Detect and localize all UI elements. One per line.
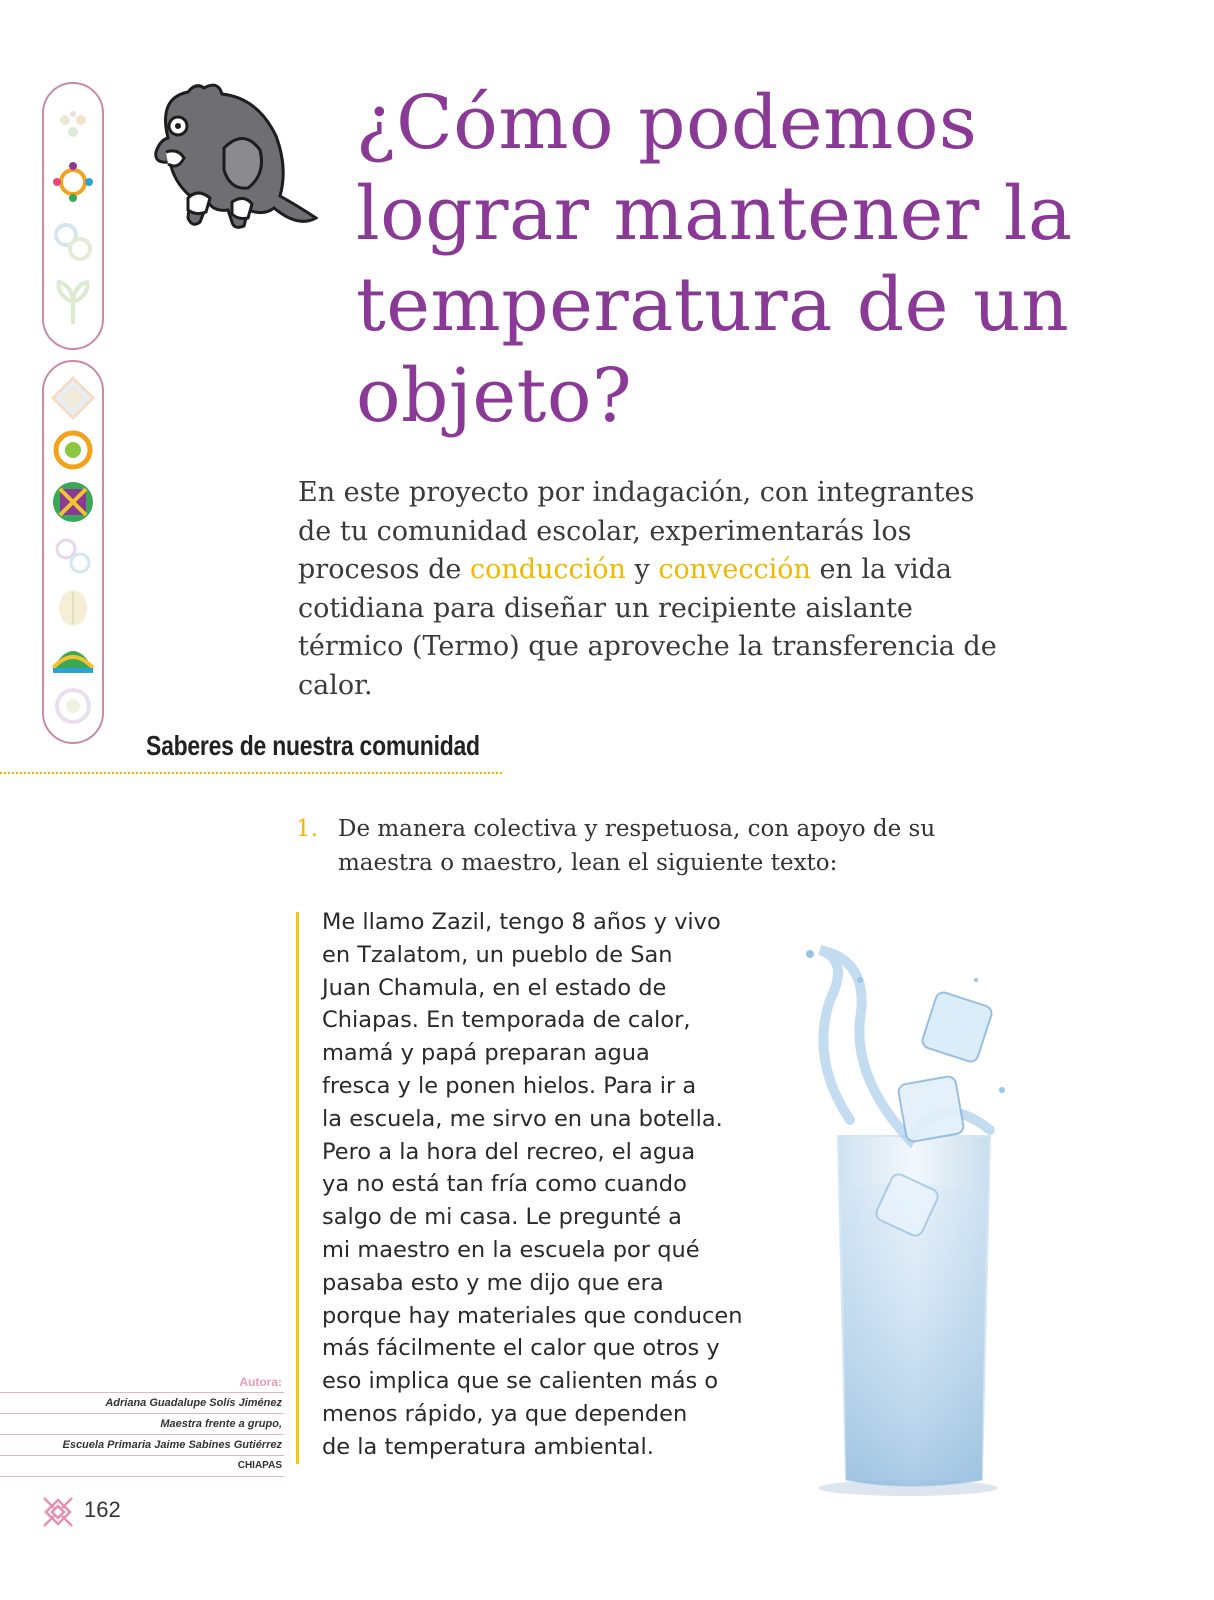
highlight-term-conveccion: convección	[658, 554, 811, 585]
circle-swirl-icon	[51, 684, 95, 728]
intro-paragraph	[298, 474, 998, 705]
author-state: CHIAPAS	[0, 1456, 284, 1477]
sprout-icon	[51, 278, 95, 326]
leaf-icon	[51, 586, 95, 630]
section-heading: Saberes de nuestra comunidad	[146, 730, 480, 761]
reading-passage: Me llamo Zazil, tengo 8 años y vivo en Tzalatom, un pueblo de San Juan Chamula, en el estado de Chiapas. En temporada de calor, mamá y papá preparan agua fresca y le ponen hielos. Para ir a la escuela, me sirvo en una botella. Pero a la hora del recreo, el agua ya no está tan fría como cuando salgo de mi casa. Le pregunté a mi maestro en la escuela por qué pasaba esto y me dijo que era porque hay materiales que conducen más fácilmente el calor que otros y eso implica que se calienten más o menos rápido, ya que dependen de la temperatura ambiental.	[322, 909, 743, 1460]
water-glass-illustration	[790, 940, 1020, 1500]
people-circle-icon	[51, 160, 95, 204]
activity-instruction	[296, 812, 946, 880]
page-number: 162	[84, 1497, 121, 1522]
highlight-term-conduccion: conducción	[469, 554, 626, 585]
page-ornament-icon	[40, 1494, 76, 1530]
linked-rings-icon	[51, 534, 95, 578]
reading-accent-bar	[296, 912, 299, 1464]
intro-text-part: y	[625, 554, 659, 585]
activity-number: 1.	[296, 816, 318, 842]
section-divider	[0, 772, 502, 774]
author-label: Autora:	[0, 1372, 284, 1393]
diamond-icon	[51, 376, 95, 420]
author-name: Adriana Guadalupe Solís Jiménez	[0, 1393, 284, 1414]
intro-text-part: En este proyecto por indagación, con integrantes de tu comunidad escolar, experimentarás los procesos de	[298, 477, 975, 585]
seed-icon	[53, 106, 93, 146]
woven-square-icon	[51, 480, 95, 524]
page-title: ¿Cómo podemos lograr mantener la temperatura de un objeto?	[356, 80, 1073, 439]
activity-text: De manera colectiva y respetuosa, con apoyo de su maestra o maestro, lean el siguiente texto:	[338, 816, 936, 876]
author-school: Escuela Primaria Jaime Sabines Gutiérrez	[0, 1435, 284, 1456]
author-credits	[0, 1372, 284, 1477]
side-icon-strip-bottom	[42, 360, 104, 744]
side-icon-strip-top	[42, 82, 104, 350]
intro-text-part: en la vida cotidiana para diseñar un recipiente aislante térmico (Termo) que aproveche la transferencia de calor.	[298, 554, 997, 701]
author-role: Maestra frente a grupo,	[0, 1414, 284, 1435]
spiral-icon	[51, 428, 95, 472]
mascot-creature-illustration	[148, 78, 318, 238]
hill-icon	[49, 640, 97, 676]
knot-icon	[51, 220, 95, 264]
